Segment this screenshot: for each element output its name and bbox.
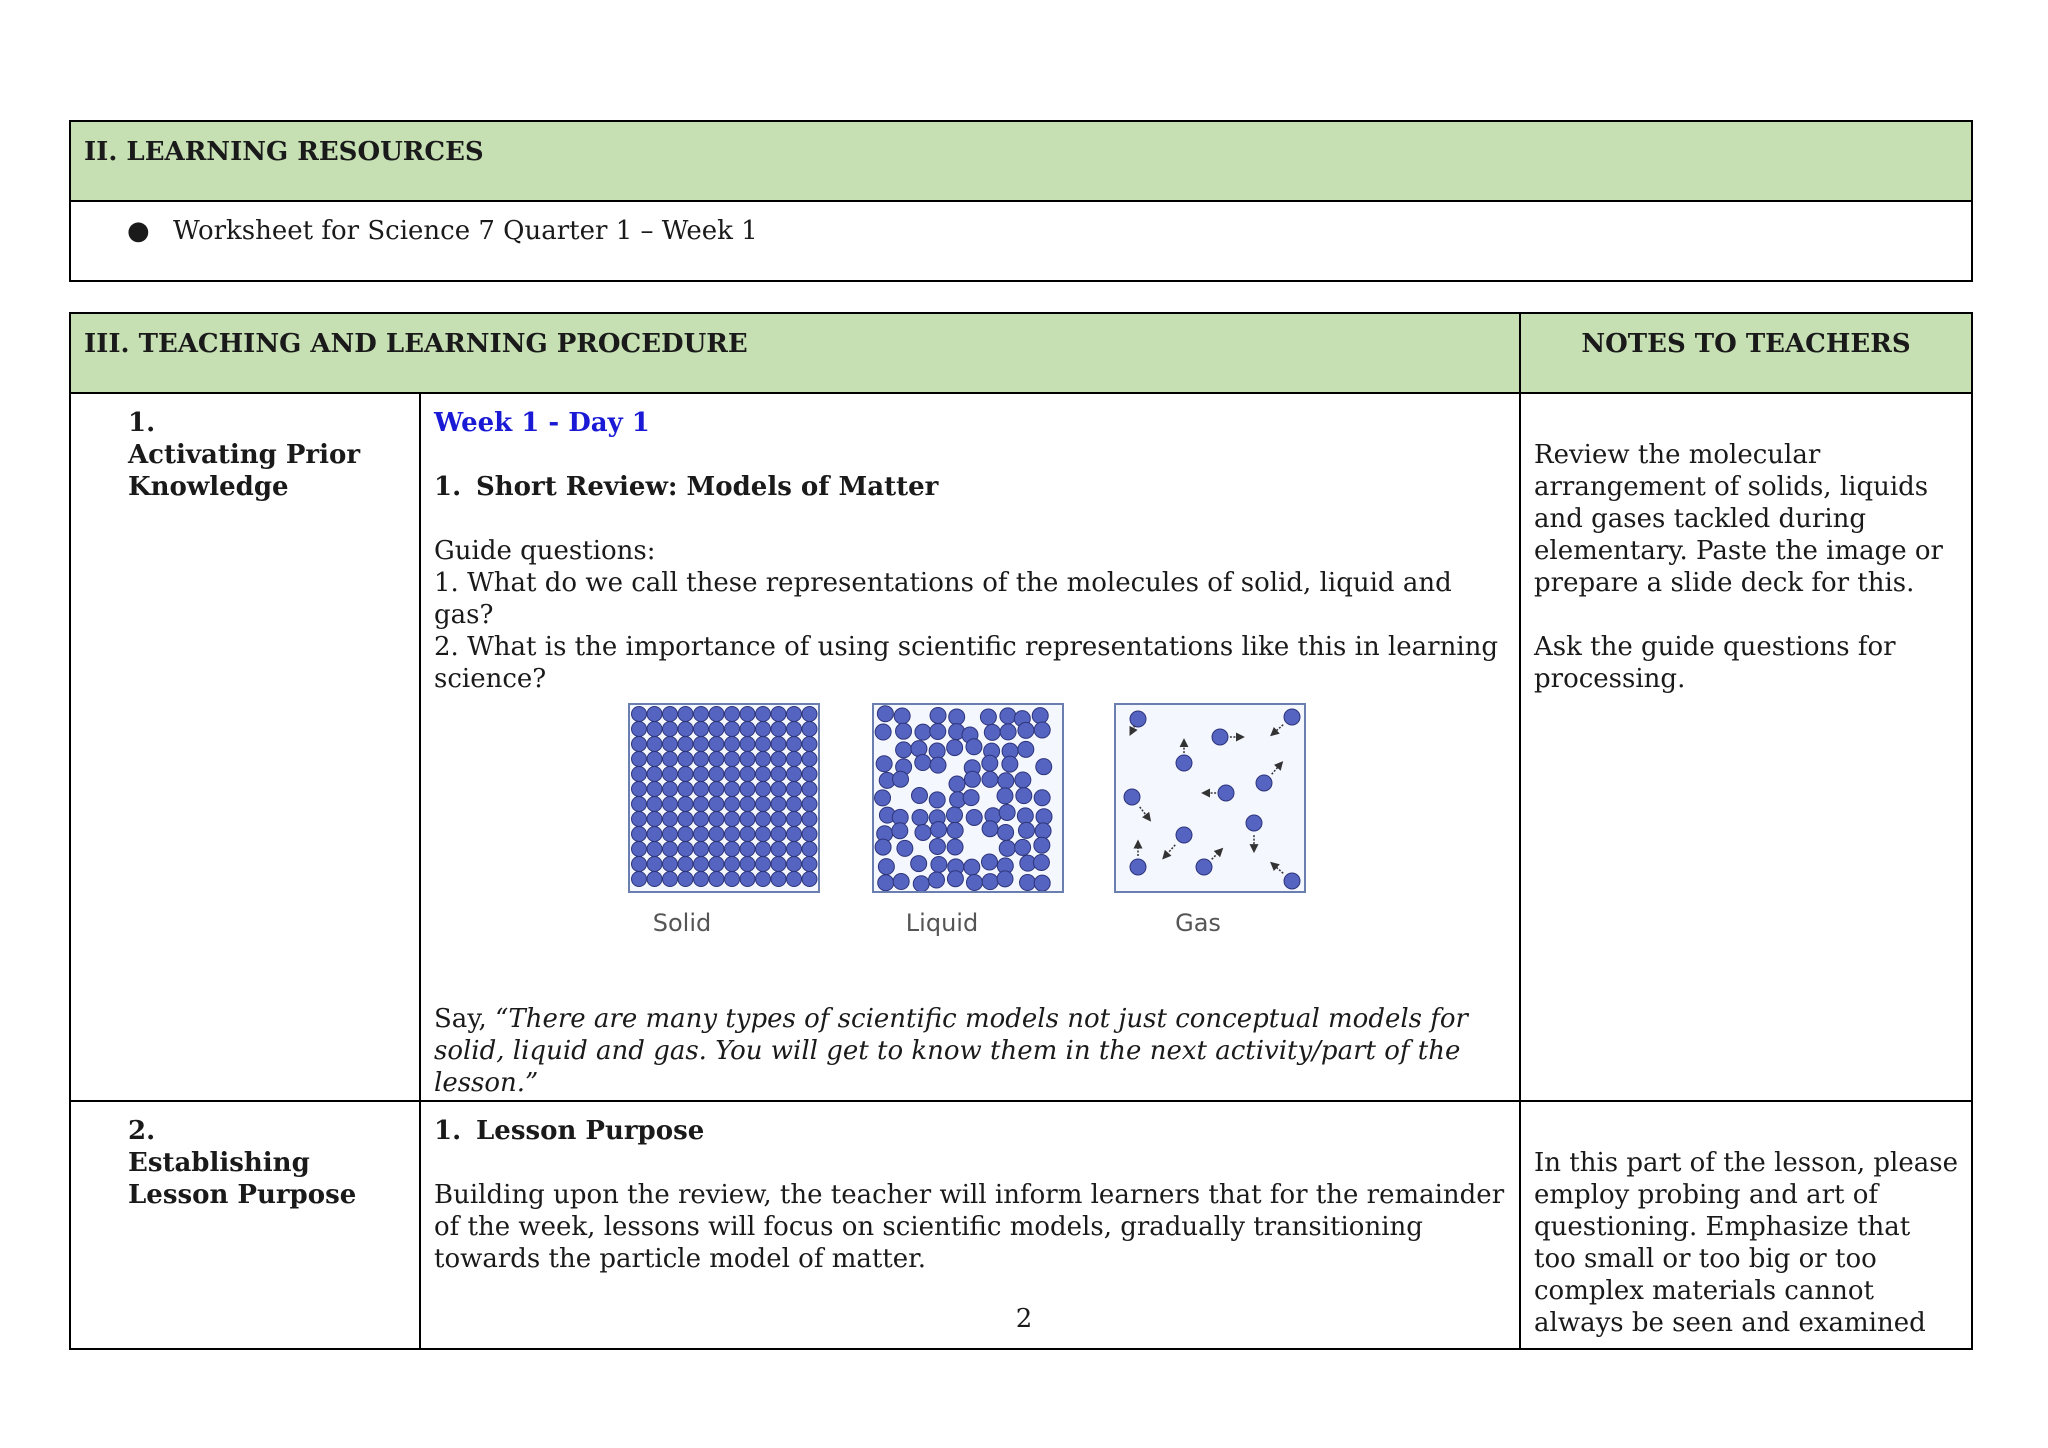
particle [756, 767, 771, 782]
particle [756, 857, 771, 872]
particle [787, 707, 802, 722]
particle [998, 773, 1014, 789]
motion-arrow [1140, 807, 1151, 821]
particle [802, 827, 817, 842]
particle [963, 790, 979, 806]
particle [915, 755, 931, 771]
solid-label: Solid [652, 909, 712, 937]
particle [875, 839, 891, 855]
particle [740, 797, 755, 812]
particle [949, 776, 965, 792]
gas-label: Gas [1175, 909, 1221, 937]
procedure-table [69, 312, 1973, 1350]
particle [1035, 823, 1051, 839]
particle [771, 707, 786, 722]
particle [756, 782, 771, 797]
particle [982, 771, 998, 787]
learning-resources-heading: II. LEARNING RESOURCES [84, 137, 484, 167]
procedure-header [70, 313, 1520, 393]
particle [647, 857, 662, 872]
particle [632, 782, 647, 797]
particle [740, 872, 755, 887]
step-label: Establishing Lesson Purpose [128, 1148, 357, 1210]
particle [966, 809, 982, 825]
particle [678, 782, 693, 797]
particle [1246, 815, 1262, 831]
particle [931, 822, 947, 838]
particle [1033, 854, 1049, 870]
particle [632, 857, 647, 872]
particle [982, 755, 998, 771]
note-text: Ask the guide questions for processing. [1534, 632, 1896, 694]
particle [709, 752, 724, 767]
particle [802, 797, 817, 812]
particle [896, 742, 912, 758]
liquid-model-image [872, 703, 1064, 893]
particle [694, 722, 709, 737]
particle [632, 872, 647, 887]
motion-arrow [1212, 849, 1223, 860]
particle [1130, 859, 1146, 875]
particle [1000, 708, 1016, 724]
particle [897, 840, 913, 856]
particle [647, 752, 662, 767]
particle [947, 740, 963, 756]
particle [911, 856, 927, 872]
particle [1020, 875, 1036, 891]
particle [663, 842, 678, 857]
particle [787, 857, 802, 872]
particle [771, 872, 786, 887]
particle [694, 707, 709, 722]
particle [1034, 790, 1050, 806]
gas-model-image [1114, 703, 1306, 893]
particle [1018, 741, 1034, 757]
particle [663, 767, 678, 782]
particle [740, 737, 755, 752]
particle [980, 709, 996, 725]
particle [802, 872, 817, 887]
particle [632, 812, 647, 827]
particle [984, 724, 1000, 740]
particle [1032, 708, 1048, 724]
particle [740, 722, 755, 737]
particle [931, 856, 947, 872]
particle [894, 708, 910, 724]
particle [756, 812, 771, 827]
particle [802, 737, 817, 752]
particle [1018, 822, 1034, 838]
particle [771, 842, 786, 857]
motion-arrow [1130, 726, 1135, 735]
particle [964, 859, 980, 875]
particle [771, 827, 786, 842]
particle [947, 871, 963, 887]
particle [740, 782, 755, 797]
particle [740, 827, 755, 842]
particle [930, 757, 946, 773]
motion-arrow [1271, 725, 1283, 736]
particle [725, 767, 740, 782]
particle [694, 827, 709, 842]
particle [947, 822, 963, 838]
particle [740, 857, 755, 872]
particle [678, 797, 693, 812]
particle [694, 797, 709, 812]
particle [725, 857, 740, 872]
particle [756, 842, 771, 857]
particle [632, 752, 647, 767]
particle [997, 788, 1013, 804]
particle [771, 797, 786, 812]
particle [678, 767, 693, 782]
states-of-matter-figure [434, 703, 1506, 1003]
particle [1002, 756, 1018, 772]
particle [694, 842, 709, 857]
particle [875, 790, 891, 806]
particle [1017, 808, 1033, 824]
particle [725, 752, 740, 767]
particle [911, 741, 927, 757]
motion-arrow [1163, 845, 1175, 859]
particle [756, 827, 771, 842]
procedure-heading: III. TEACHING AND LEARNING PROCEDURE [84, 329, 748, 359]
particle [1015, 772, 1031, 788]
particle [694, 872, 709, 887]
particle [930, 723, 946, 739]
particle [878, 875, 894, 891]
particle [1034, 875, 1050, 891]
learning-resources-header [70, 121, 1972, 201]
particle [999, 804, 1015, 820]
particle [663, 857, 678, 872]
particle [1034, 722, 1050, 738]
particle [694, 737, 709, 752]
particle [771, 767, 786, 782]
week-day-title: Week 1 - Day 1 [434, 408, 650, 438]
particle [915, 724, 931, 740]
particle [802, 752, 817, 767]
particle [709, 722, 724, 737]
particle [982, 821, 998, 837]
particle [896, 723, 912, 739]
motion-arrow [1272, 762, 1283, 774]
particle [802, 707, 817, 722]
particle [964, 771, 980, 787]
note-text: In this part of the lesson, please employ probing and art of questioning. Emphasize that too small or too big or too complex materials cannot always be seen and examined [1534, 1148, 1958, 1338]
particle [694, 857, 709, 872]
guide-question-2: 2. What is the importance of using scientific representations like this in learning science? [434, 632, 1499, 694]
particle [725, 737, 740, 752]
particle [647, 767, 662, 782]
particle [787, 767, 802, 782]
particle [1015, 839, 1031, 855]
particle [966, 739, 982, 755]
particle [787, 872, 802, 887]
particle [647, 842, 662, 857]
particle [930, 707, 946, 723]
particle [771, 857, 786, 872]
particle [787, 812, 802, 827]
particle [1256, 775, 1272, 791]
lesson-purpose-text: Building upon the review, the teacher will inform learners that for the remainder of the week, lessons will focus on scientific models, gradually transitioning towards the particle model of matter. [434, 1180, 1505, 1274]
particle [740, 812, 755, 827]
page-number: 2 [1015, 1304, 1033, 1334]
particle [663, 827, 678, 842]
particle [709, 872, 724, 887]
particle [1176, 827, 1192, 843]
particle [632, 707, 647, 722]
particle [1176, 755, 1192, 771]
particle [802, 722, 817, 737]
particle [647, 737, 662, 752]
particle [663, 707, 678, 722]
procedure-row [70, 393, 1972, 1101]
particle [663, 812, 678, 827]
particle [709, 782, 724, 797]
particle [663, 797, 678, 812]
particle [1036, 759, 1052, 775]
particle [709, 857, 724, 872]
particle [981, 854, 997, 870]
particle [998, 824, 1014, 840]
particle [756, 752, 771, 767]
particle [663, 872, 678, 887]
particle [1016, 788, 1032, 804]
particle [999, 840, 1015, 856]
particle [802, 767, 817, 782]
particle [647, 827, 662, 842]
particle [1036, 809, 1052, 825]
liquid-label: Liquid [905, 909, 979, 937]
particle [966, 874, 982, 890]
particle [929, 743, 945, 759]
particle [787, 752, 802, 767]
particle [678, 722, 693, 737]
particle [663, 782, 678, 797]
particle [787, 737, 802, 752]
particle [725, 722, 740, 737]
particle [725, 872, 740, 887]
particle [725, 797, 740, 812]
particle [877, 706, 893, 722]
solid-model-image [628, 703, 820, 893]
particle [913, 876, 929, 891]
particle [787, 782, 802, 797]
resource-item [70, 201, 1972, 281]
particle [678, 812, 693, 827]
notes-cell [1520, 393, 1972, 1101]
particle [647, 782, 662, 797]
particle [709, 842, 724, 857]
particle [912, 809, 928, 825]
learning-resources-table [69, 120, 1973, 282]
particle [771, 722, 786, 737]
particle [771, 737, 786, 752]
particle [632, 797, 647, 812]
particle [647, 812, 662, 827]
particle [647, 872, 662, 887]
particle [694, 752, 709, 767]
particle [875, 724, 891, 740]
guide-question-1: 1. What do we call these representations of the molecules of solid, liquid and gas? [434, 568, 1452, 630]
particle [647, 707, 662, 722]
particle [725, 827, 740, 842]
particle [709, 707, 724, 722]
particle [678, 737, 693, 752]
particle [663, 722, 678, 737]
particle [946, 807, 962, 823]
particle [678, 827, 693, 842]
particle [725, 842, 740, 857]
particle [647, 797, 662, 812]
particle [694, 767, 709, 782]
particle [740, 842, 755, 857]
bullet-icon: ● [127, 216, 150, 246]
particle [709, 812, 724, 827]
particle [725, 707, 740, 722]
particle [929, 872, 945, 888]
particle [756, 872, 771, 887]
particle [694, 812, 709, 827]
particle [802, 857, 817, 872]
particle [740, 767, 755, 782]
guide-questions-title: Guide questions: [434, 536, 656, 566]
particle [632, 842, 647, 857]
notes-heading: NOTES TO TEACHERS [1581, 329, 1911, 359]
particle [787, 842, 802, 857]
particle [893, 874, 909, 890]
particle [802, 782, 817, 797]
particle [1218, 785, 1234, 801]
particle [756, 797, 771, 812]
step-label: Activating Prior Knowledge [128, 440, 361, 502]
particle [1212, 729, 1228, 745]
particle [709, 797, 724, 812]
particle [632, 767, 647, 782]
particle [771, 782, 786, 797]
particle [893, 771, 909, 787]
step-label-cell [70, 393, 420, 1101]
motion-arrow [1271, 863, 1283, 874]
resource-item-text: Worksheet for Science 7 Quarter 1 – Week 1 [173, 216, 758, 246]
particle [709, 767, 724, 782]
particle [632, 722, 647, 737]
particle [802, 812, 817, 827]
particle [678, 857, 693, 872]
particle [771, 812, 786, 827]
step-content-cell [420, 393, 1520, 1101]
particle [632, 827, 647, 842]
particle [787, 722, 802, 737]
particle [709, 737, 724, 752]
particle [929, 792, 945, 808]
particle [740, 752, 755, 767]
particle [997, 871, 1013, 887]
particle [911, 788, 927, 804]
particle [982, 874, 998, 890]
particle [1000, 724, 1016, 740]
particle [678, 707, 693, 722]
note-text: Review the molecular arrangement of solids, liquids and gases tackled during elementary. Paste the image or prepare a slide deck for this. [1534, 440, 1943, 598]
particle [756, 722, 771, 737]
notes-header [1520, 313, 1972, 393]
subtitle: 1. Short Review: Models of Matter [434, 472, 939, 502]
particle [694, 782, 709, 797]
particle [663, 752, 678, 767]
particle [915, 824, 931, 840]
particle [740, 707, 755, 722]
particle [709, 827, 724, 842]
particle [892, 823, 908, 839]
particle [1284, 873, 1300, 889]
particle [632, 737, 647, 752]
particle [756, 737, 771, 752]
particle [929, 839, 945, 855]
say-statement: Say, “There are many types of scientific models not just conceptual models for solid, liquid and gas. You will get to know them in the next activity/part of the lesson.” [434, 1004, 1468, 1098]
particle [647, 722, 662, 737]
particle [802, 842, 817, 857]
particle [1124, 789, 1140, 805]
particle [663, 737, 678, 752]
particle [787, 797, 802, 812]
particle [1130, 711, 1146, 727]
subtitle: 1. Lesson Purpose [434, 1116, 705, 1146]
particle [1034, 837, 1050, 853]
particle [678, 752, 693, 767]
particle [725, 812, 740, 827]
particle [756, 707, 771, 722]
particle [949, 709, 965, 725]
particle [678, 842, 693, 857]
particle [787, 827, 802, 842]
particle [878, 859, 894, 875]
particle [876, 756, 892, 772]
step-number: 1. [128, 408, 156, 438]
particle [678, 872, 693, 887]
particle [1284, 709, 1300, 725]
particle [1018, 722, 1034, 738]
particle [947, 839, 963, 855]
step-number: 2. [128, 1116, 156, 1146]
particle [771, 752, 786, 767]
particle [725, 782, 740, 797]
particle [1196, 859, 1212, 875]
